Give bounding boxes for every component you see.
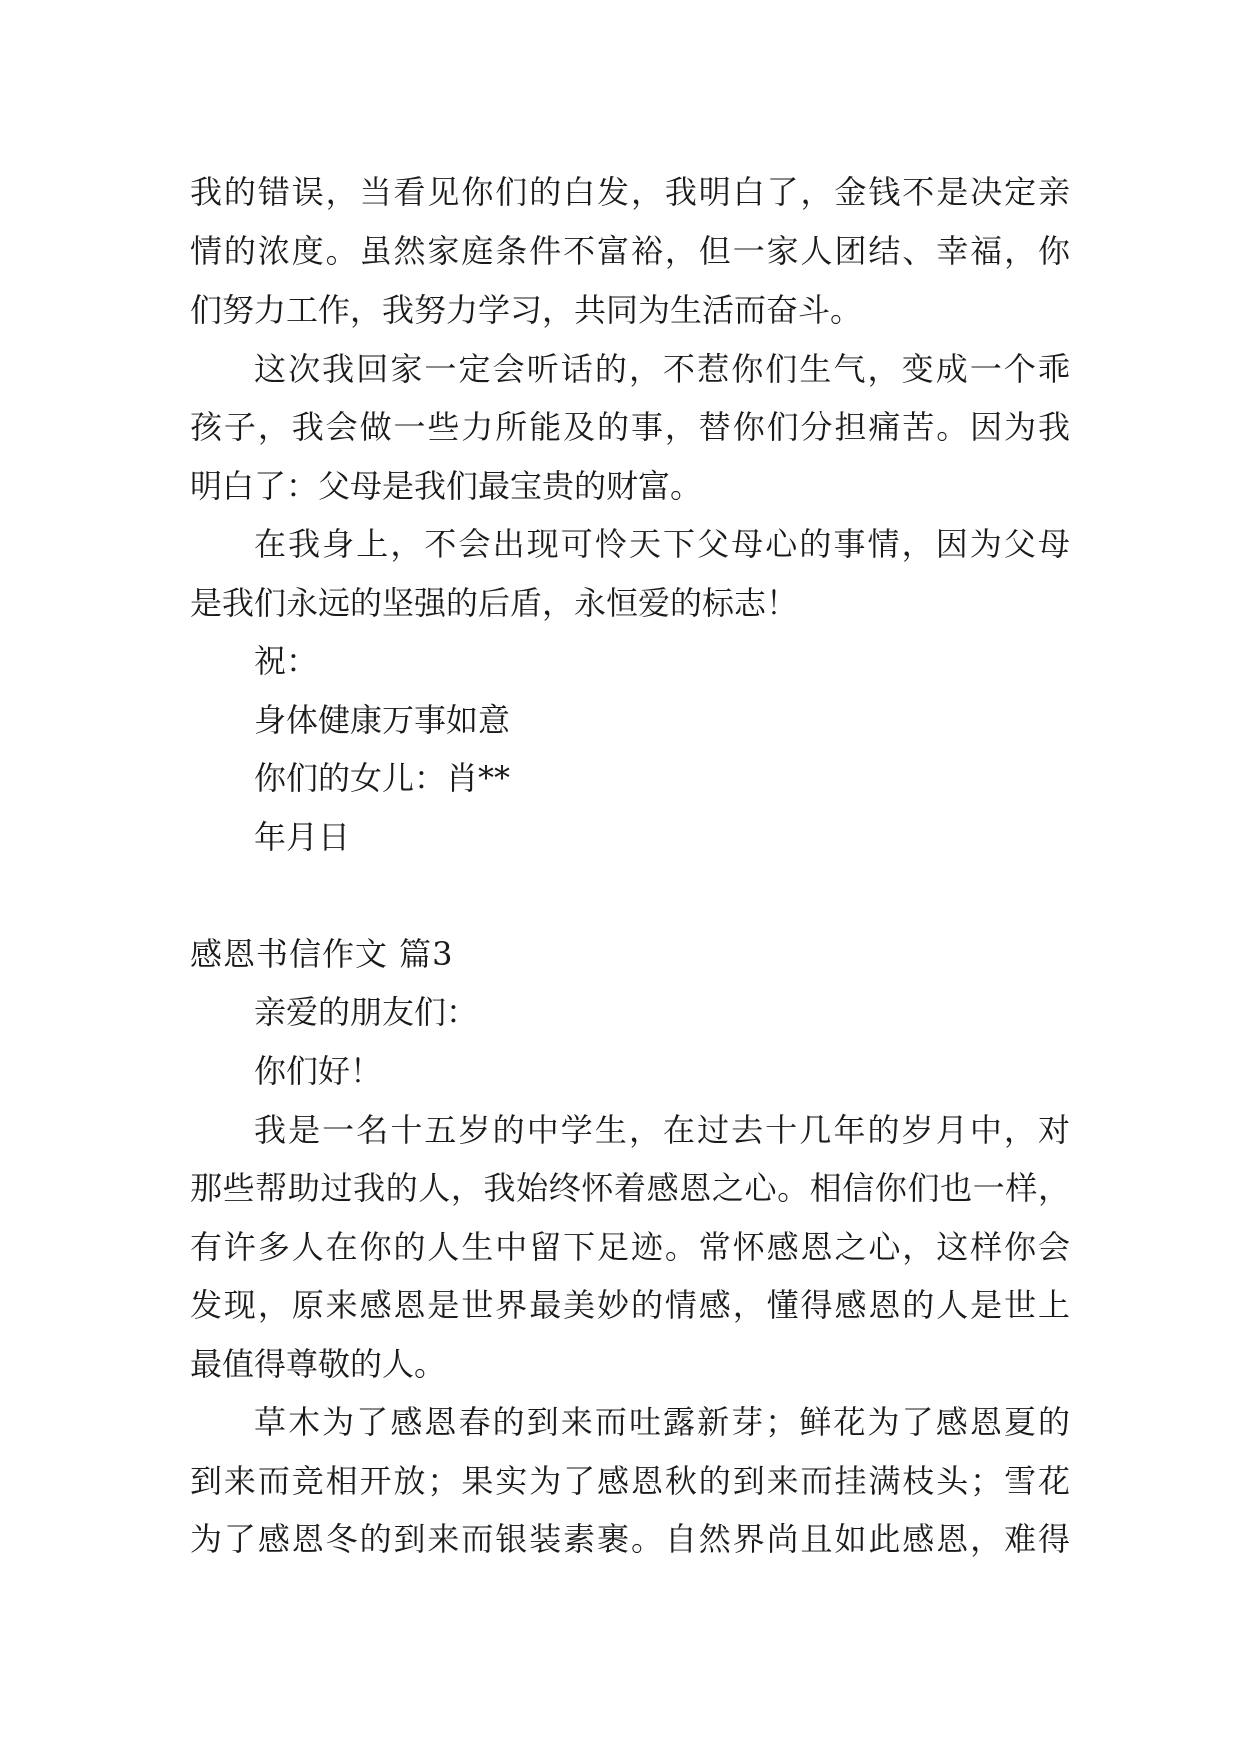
paragraph-line: 最值得尊敬的人。 bbox=[190, 1345, 447, 1383]
paragraph-line: 草木为了感恩春的到来而吐露新芽；鲜花为了感恩夏的 bbox=[254, 1403, 1070, 1441]
greeting-line: 祝： bbox=[254, 642, 319, 680]
date-line: 年月日 bbox=[254, 818, 351, 856]
paragraph-line: 情的浓度。虽然家庭条件不富裕，但一家人团结、幸福，你 bbox=[190, 232, 1070, 270]
paragraph-line: 为了感恩冬的到来而银装素裹。自然界尚且如此感恩，难得 bbox=[190, 1520, 1070, 1558]
paragraph-line: 是我们永远的坚强的后盾，永恒爱的标志！ bbox=[190, 584, 799, 622]
paragraph-line: 那些帮助过我的人，我始终怀着感恩之心。相信你们也一样， bbox=[190, 1169, 1070, 1207]
wish-line: 身体健康万事如意 bbox=[254, 701, 511, 739]
paragraph-line: 在我身上，不会出现可怜天下父母心的事情，因为父母 bbox=[254, 525, 1070, 563]
paragraph-line: 这次我回家一定会听话的，不惹你们生气，变成一个乖 bbox=[254, 350, 1070, 388]
paragraph-line: 明白了：父母是我们最宝贵的财富。 bbox=[190, 467, 703, 505]
salutation-line: 亲爱的朋友们： bbox=[254, 993, 479, 1031]
paragraph-line: 我是一名十五岁的中学生，在过去十几年的岁月中，对 bbox=[254, 1111, 1070, 1149]
paragraph-line: 发现，原来感恩是世界最美妙的情感，懂得感恩的人是世上 bbox=[190, 1286, 1070, 1324]
paragraph-line: 们努力工作，我努力学习，共同为生活而奋斗。 bbox=[190, 291, 863, 329]
paragraph-line: 到来而竞相开放；果实为了感恩秋的到来而挂满枝头；雪花 bbox=[190, 1462, 1070, 1500]
greeting-line: 你们好！ bbox=[254, 1052, 383, 1090]
paragraph-line: 我的错误，当看见你们的白发，我明白了，金钱不是决定亲 bbox=[190, 173, 1070, 211]
section-heading: 感恩书信作文 篇3 bbox=[190, 935, 454, 973]
signature-line: 你们的女儿：肖** bbox=[254, 759, 511, 797]
paragraph-line: 孩子，我会做一些力所能及的事，替你们分担痛苦。因为我 bbox=[190, 408, 1070, 446]
paragraph-line: 有许多人在你的人生中留下足迹。常怀感恩之心，这样你会 bbox=[190, 1228, 1070, 1266]
